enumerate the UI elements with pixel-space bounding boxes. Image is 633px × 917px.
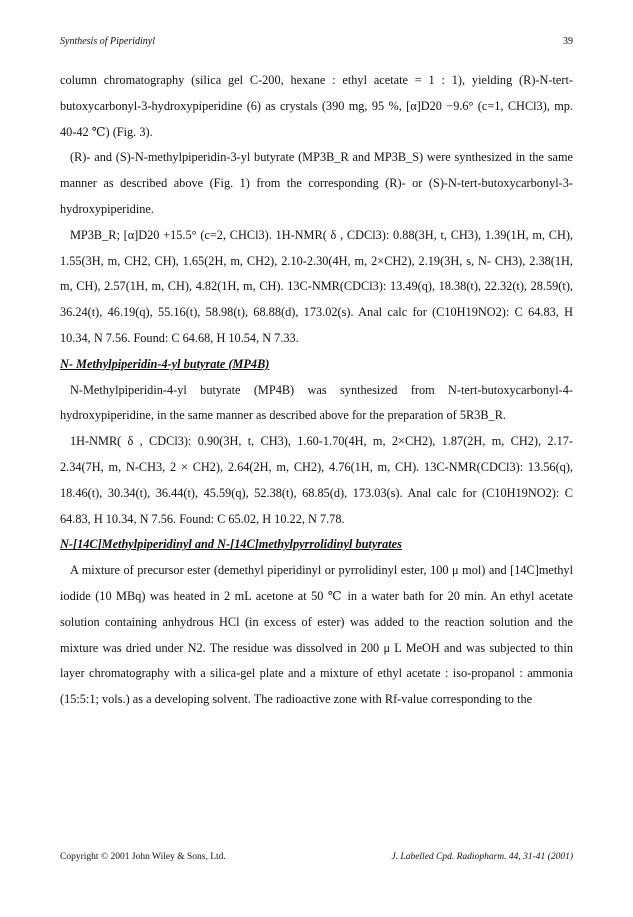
paragraph-mp4b-synthesis: N-Methylpiperidin-4-yl butyrate (MP4B) was synthesized from N-tert-butoxycarbonyl-4-hydroxypiperidine, in the same manner as described above for the preparation of 5R3B_R.: [60, 382, 573, 423]
paragraph-mp3b-synthesis: (R)- and (S)-N-methylpiperidin-3-yl butyrate (MP3B_R and MP3B_S) were synthesized in the same manner as described above (Fig. 1) from the corresponding (R)- or (S)-N-tert-butoxycarbonyl-3-hydroxypiperidine.: [60, 150, 573, 216]
running-title: Synthesis of Piperidinyl: [60, 36, 155, 47]
paragraph-mp4b-data: 1H-NMR( δ , CDCl3): 0.90(3H, t, CH3), 1.60-1.70(4H, m, 2×CH2), 1.87(2H, m, CH2), 2.17-2.34(7H, m, N-CH3, 2 × CH2), 2.64(2H, m, CH2), 4.76(1H, m, CH). 13C-NMR(CDCl3): 13.56(q), 18.46(t), 30.34(t), 36.44(t), 45.59(q), 52.38(t), 68.85(d), 173.03(s). Anal calc for (C10H19NO2): C 64.83, H 10.34, N 7.56. Found: C 65.02, H 10.22, N 7.78.: [60, 434, 573, 526]
paragraph-yield: column chromatography (silica gel C-200, hexane : ethyl acetate = 1 : 1), yielding (R)-N-tert-butoxycarbonyl-3-hydroxypiperidine (6) as crystals (390 mg, 95 %, [α]D20 −9.6° (c=1, CHCl3), mp. 40-42 ℃) (Fig. 3).: [60, 73, 573, 139]
section-heading-radiolabel: N-[14C]Methylpiperidinyl and N-[14C]methylpyrrolidinyl butyrates: [60, 537, 402, 552]
page-number: 39: [563, 36, 573, 47]
footer-copyright: Copyright © 2001 John Wiley & Sons, Ltd.: [60, 852, 226, 862]
section-heading-mp4b: N- Methylpiperidin-4-yl butyrate (MP4B): [60, 356, 270, 371]
footer-citation: J. Labelled Cpd. Radiopharm. 44, 31-41 (2001): [391, 852, 573, 862]
paragraph-mp3b-r-data: MP3B_R; [α]D20 +15.5° (c=2, CHCl3). 1H-NMR( δ , CDCl3): 0.88(3H, t, CH3), 1.39(1H, m, CH), 1.55(3H, m, CH2, CH), 1.65(2H, m, CH2), 2.10-2.30(4H, m, 2×CH2), 2.19(3H, s, N- CH3), 2.38(1H, m, CH), 2.57(1H, m, CH), 4.82(1H, m, CH). 13C-NMR(CDCl3): 13.49(q), 18.38(t), 22.32(t), 28.59(t), 36.24(t), 46.19(q), 55.16(t), 58.98(t), 68.88(d), 173.02(s). Anal calc for (C10H19NO2): C 64.83, H 10.34, N 7.56. Found: C 64.68, H 10.54, N 7.33.: [60, 227, 573, 345]
article-body: [60, 68, 573, 713]
paragraph-radiolabel-procedure: A mixture of precursor ester (demethyl piperidinyl or pyrrolidinyl ester, 100 μ mol) and [14C]methyl iodide (10 MBq) was heated in 2 mL acetone at 50 ℃ in a water bath for 20 min. An ethyl acetate solution containing anhydrous HCl (in excess of ester) was added to the reaction solution and the mixture was dried under N2. The residue was dissolved in 200 μ L MeOH and was subjected to thin layer chromatography with a silica-gel plate and a mixture of ethyl acetate : iso-propanol : ammonia (15:5:1; vols.) as a developing solvent. The radioactive zone with Rf-value corresponding to the: [60, 563, 573, 707]
